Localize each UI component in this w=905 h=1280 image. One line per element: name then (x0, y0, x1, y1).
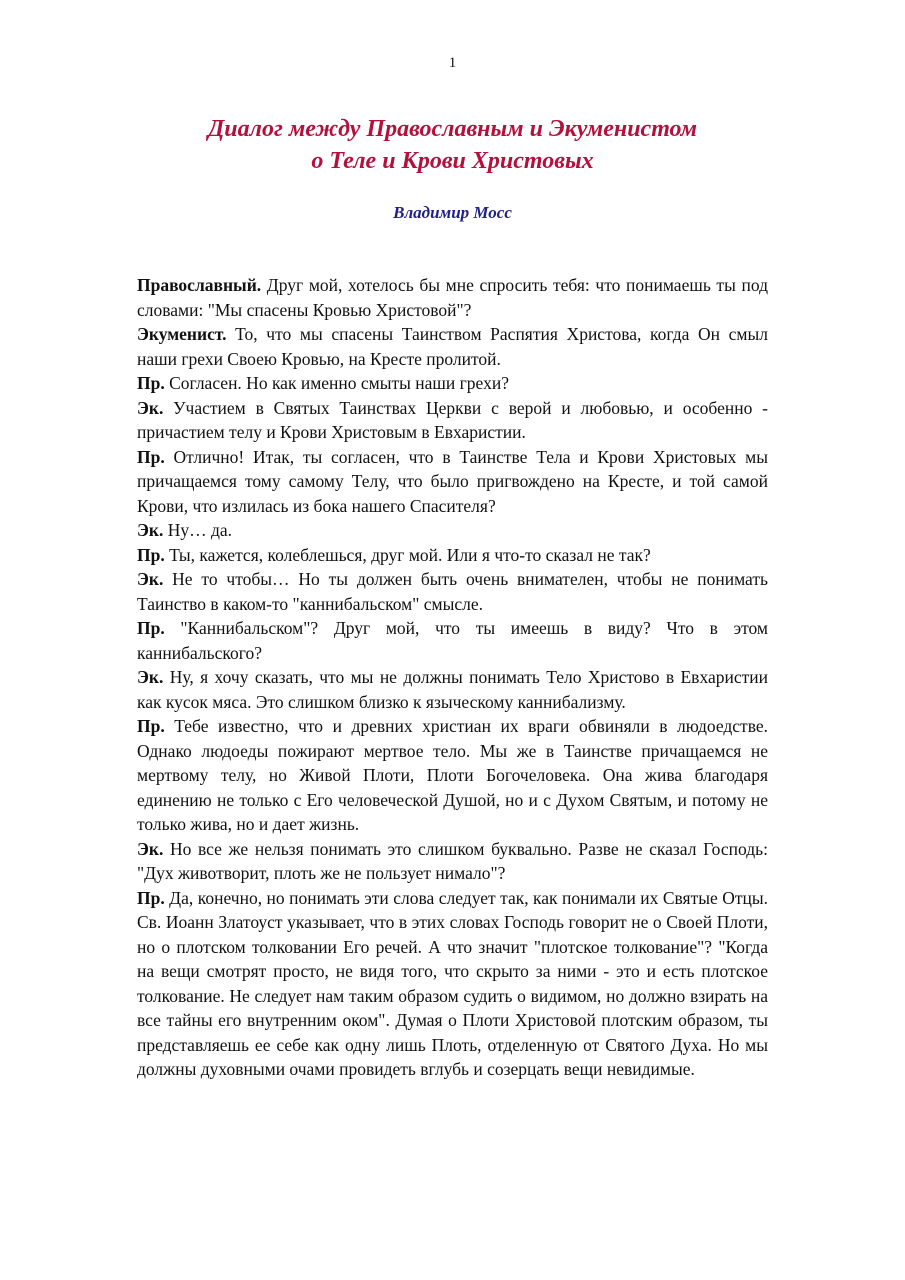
speaker-label: Эк. (137, 569, 164, 589)
turn-text: То, что мы спасены Таинством Распятия Христова, когда Он смыл наши грехи Своею Кровью, на Кресте пролитой. (137, 324, 768, 369)
speaker-label: Эк. (137, 667, 164, 687)
author-name: Владимир Мосс (393, 203, 512, 222)
turn-text: Ты, кажется, колеблешься, друг мой. Или я что-то сказал не так? (164, 544, 651, 565)
dialog-turn (137, 396, 768, 445)
speaker-label: Православный. (137, 275, 262, 295)
turn-text: Ну, я хочу сказать, что мы не должны понимать Тело Христово в Евхаристии как кусок мяса. Это слишком близко к языческому каннибализму. (137, 667, 768, 712)
turn-text: "Каннибальском"? Друг мой, что ты имеешь в виду? Что в этом каннибальского? (137, 618, 768, 663)
turn-text: Отлично! Итак, ты согласен, что в Таинстве Тела и Крови Христовых мы причащаемся тому самому Телу, что было пригвождено на Кресте, и той самой Крови, что излилась из бока нашего Спасителя? (137, 446, 768, 516)
dialog-turn (137, 371, 768, 396)
title-line-1: Диалог между Православным и Экуменистом (207, 116, 698, 142)
dialog-turn (137, 322, 768, 371)
speaker-label: Пр. (137, 618, 165, 638)
turn-text: Друг мой, хотелось бы мне спросить тебя: что понимаешь ты под словами: "Мы спасены Кровью Христовой"? (137, 275, 768, 320)
speaker-label: Пр. (137, 373, 165, 393)
page-number: 1 (448, 55, 457, 71)
dialog-turn (137, 714, 768, 837)
turn-text: Да, конечно, но понимать эти слова следует так, как понимали их Святые Отцы. Св. Иоанн Златоуст указывает, что в этих словах Господь говорит не о Своей Плоти, но о плотском толковании Его речей. А что значит "плотское толкование"? "Когда на вещи смотрят просто, не видя того, что скрыто за ними - это и есть плотское толкование. Не следует нам таким образом судить о видимом, но должно взирать на все тайны его внутренним оком". Думая о Плоти Христовой плотским образом, ты представляешь ее себе как одну лишь Плоть, отделенную от Святого Духа. Но мы должны духовными очами провидеть вглубь и созерцать вещи невидимые. (137, 887, 768, 1079)
dialog-body (137, 273, 768, 1082)
speaker-label: Пр. (137, 544, 165, 565)
title-line-2: о Теле и Крови Христовых (311, 148, 594, 174)
speaker-label: Пр. (137, 446, 165, 467)
dialog-turn (137, 886, 768, 1082)
dialog-turn (137, 837, 768, 886)
dialog-turn (137, 616, 768, 665)
turn-text: Тебе известно, что и древних христиан их враги обвиняли в людоедстве. Однако людоеды пожирают мертвое тело. Мы же в Таинстве причащаемся не мертвому телу, но Живой Плоти, Плоти Богочеловека. Она жива благодаря единению не только с Его человеческой Душой, но и с Духом Святым, и потому не только жива, но и дает жизнь. (137, 716, 768, 834)
speaker-label: Пр. (137, 716, 165, 736)
dialog-turn (137, 518, 768, 543)
speaker-label: Эк. (137, 520, 164, 540)
speaker-label: Эк. (137, 838, 164, 859)
dialog-turn (137, 665, 768, 714)
turn-text: Ну… да. (163, 520, 233, 540)
turn-text: Участием в Святых Таинствах Церкви с верой и любовью, и особенно - причастием телу и Крови Христовым в Евхаристии. (137, 397, 768, 442)
dialog-turn (137, 543, 768, 568)
speaker-label: Эк. (137, 397, 164, 418)
dialog-turn (137, 273, 768, 322)
turn-text: Но все же нельзя понимать это слишком буквально. Разве не сказал Господь: "Дух животворит, плоть же не пользует нимало"? (137, 838, 768, 883)
turn-text: Согласен. Но как именно смыты наши грехи? (164, 373, 509, 393)
document-title (100, 113, 805, 177)
turn-text: Не то чтобы… Но ты должен быть очень внимателен, чтобы не понимать Таинство в каком-то "каннибальском" смысле. (137, 569, 768, 614)
speaker-label: Пр. (137, 887, 165, 908)
dialog-turn (137, 567, 768, 616)
dialog-turn (137, 445, 768, 519)
speaker-label: Экуменист. (137, 324, 227, 344)
